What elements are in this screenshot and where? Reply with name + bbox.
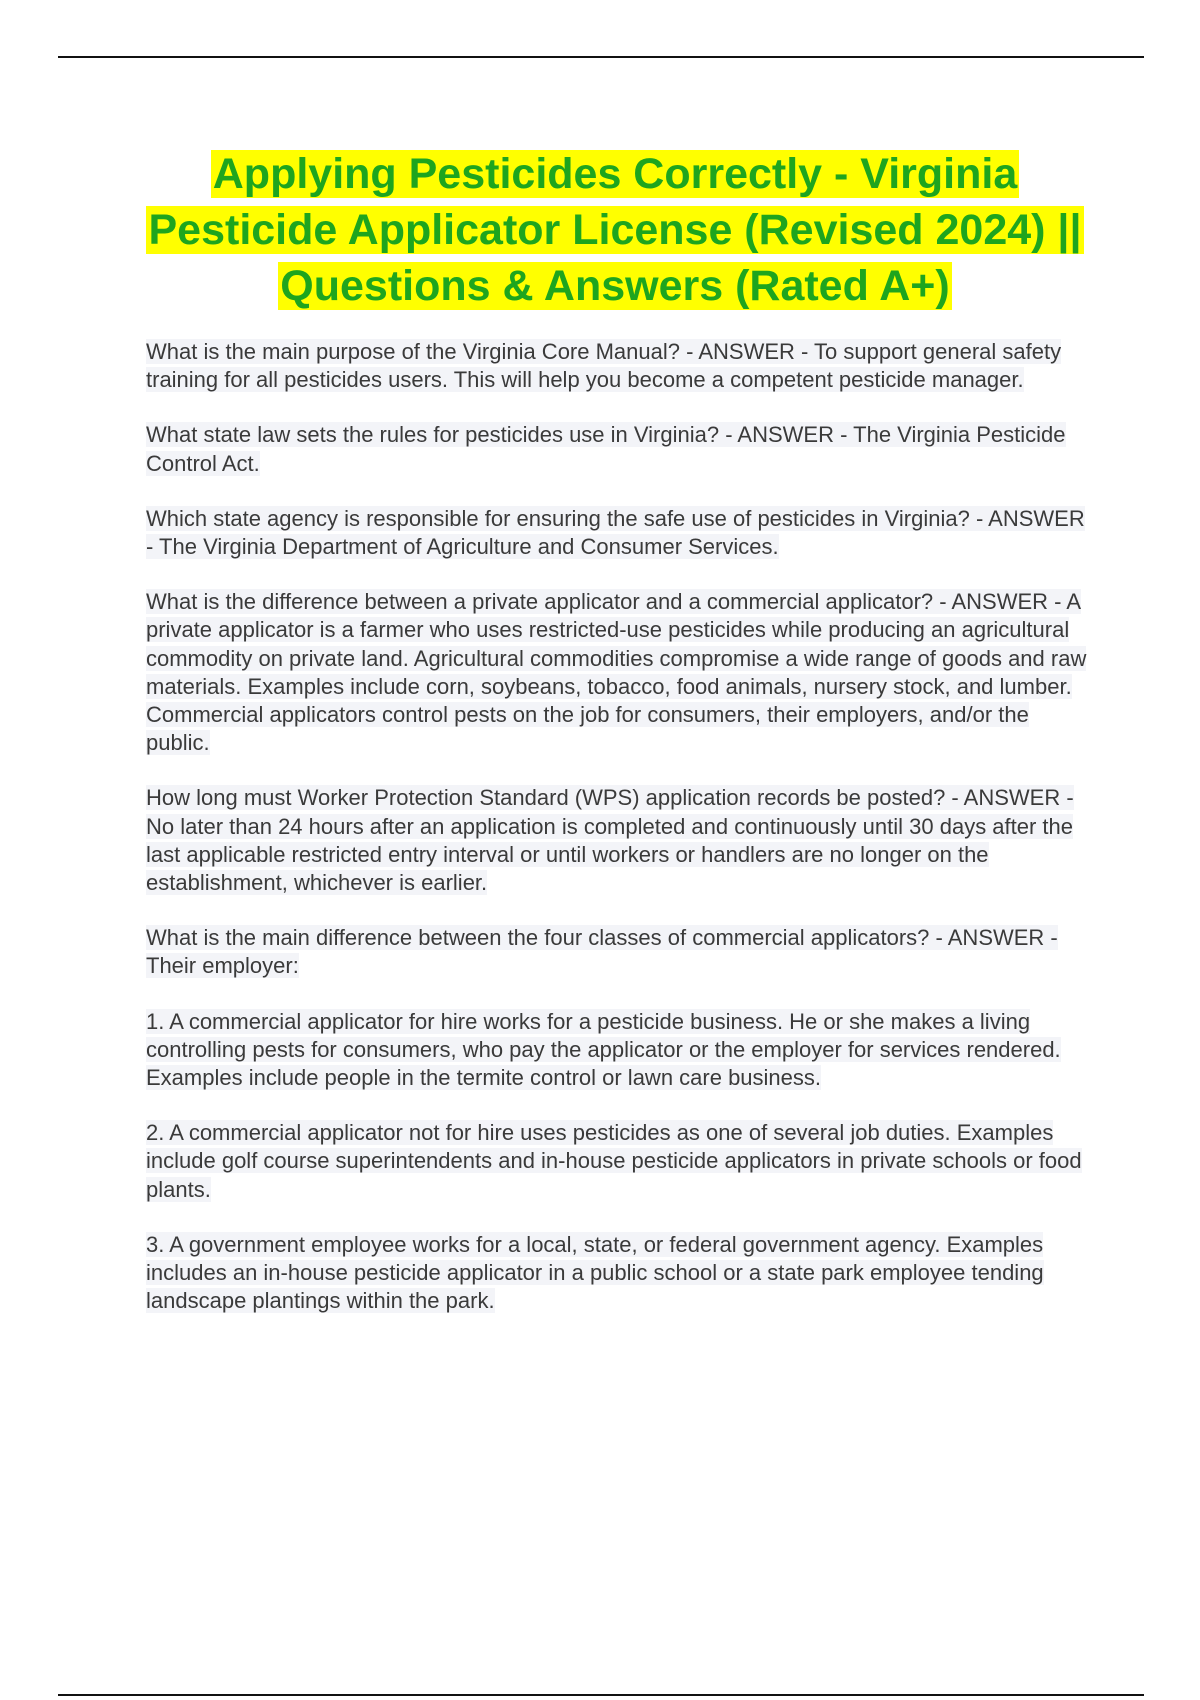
qa-list-item: 2. A commercial applicator not for hire uses pesticides as one of several job duties. Examples include golf course superintendents and in-house pesticide applicators in private schools or food plants. [146,1120,1082,1202]
header-rule [58,56,1144,58]
qa-paragraph: What is the main purpose of the Virginia Core Manual? - ANSWER - To support general safety training for all pesticides users. This will help you become a competent pesticide manager. [146,339,1062,393]
qa-list [146,338,1096,1342]
qa-paragraph: Which state agency is responsible for ensuring the safe use of pesticides in Virginia? - ANSWER - The Virginia Department of Agriculture and Consumer Services. [146,505,1085,560]
qa-list-item: 3. A government employee works for a local, state, or federal government agency. Examples includes an in-house pesticide applicator in a public school or a state park employee tending landscape plantings within the park. [146,1231,1044,1314]
document-title [145,146,1085,314]
qa-paragraph: How long must Worker Protection Standard (WPS) application records be posted? - ANSWER - No later than 24 hours after an application is completed and continuously until 30 days after the last applicable restricted entry interval or until workers or handlers are no longer on the establishment, whichever is earlier. [146,785,1074,896]
qa-paragraph: What is the difference between a private applicator and a commercial applicator? - ANSWER - A private applicator is a farmer who uses restricted-use pesticides while producing an agricultural commodity on private land. Agricultural commodities compromise a wide range of goods and raw materials. Examples include corn, soybeans, tobacco, food animals, nursery stock, and lumber. Commercial applicators control pests on the job for consumers, their employers, and/or the public. [146,589,1087,756]
footer-rule [58,1694,1144,1696]
qa-paragraph: What state law sets the rules for pesticides use in Virginia? - ANSWER - The Virginia Pesticide Control Act. [146,422,1066,476]
qa-paragraph: What is the main difference between the four classes of commercial applicators? - ANSWER - Their employer: [146,925,1058,979]
qa-list-item: 1. A commercial applicator for hire works for a pesticide business. He or she makes a living controlling pests for consumers, who pay the applicator or the employer for services rendered. Examples include people in the termite control or lawn care business. [146,1008,1061,1091]
document-title-text: Applying Pesticides Correctly - Virginia Pesticide Applicator License (Revised 2024) || Questions & Answers (Rated A+) [148,150,1082,310]
title-block [145,146,1085,314]
